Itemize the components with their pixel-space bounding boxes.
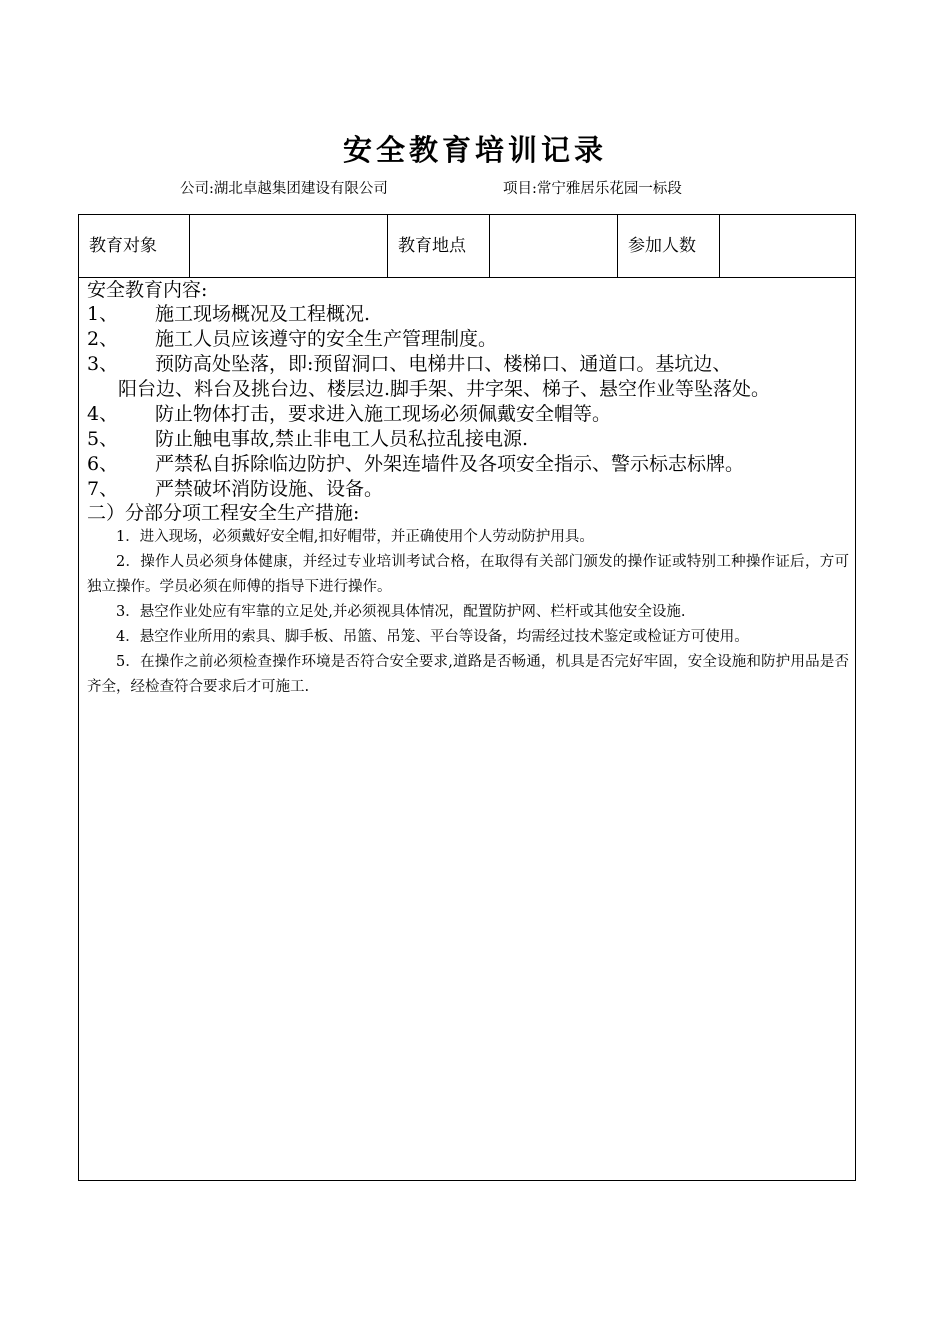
- training-record-form: [78, 214, 856, 1181]
- participants-field[interactable]: [720, 215, 857, 277]
- target-field[interactable]: [190, 215, 388, 277]
- item-text: 防止物体打击，要求进入施工现场必须佩戴安全帽等。: [155, 403, 612, 425]
- measure-paragraph: 1．进入现场，必须戴好安全帽,扣好帽带，并正确使用个人劳动防护用具。: [116, 529, 594, 545]
- item-number: 5、: [87, 428, 119, 450]
- item-number: 3、: [87, 353, 119, 375]
- company-name: 公司:湖北卓越集团建设有限公司: [180, 181, 388, 197]
- item-number: 4、: [87, 403, 119, 425]
- list-item: [87, 352, 849, 377]
- item-number: 1、: [87, 303, 119, 325]
- document-title: 安全教育培训记录: [342, 133, 607, 167]
- content-area: [87, 279, 849, 700]
- list-item: [87, 402, 849, 427]
- list-item: [87, 427, 849, 452]
- item-number: 2、: [87, 328, 119, 350]
- participants-label: 参加人数: [618, 215, 720, 277]
- measure-paragraph: 5．在操作之前必须检查操作环境是否符合安全要求,道路是否畅通，机具是否完好牢固，安全设施和防护用品是否齐全，经检查符合要求后才可施工.: [87, 654, 849, 695]
- list-item: [87, 452, 849, 477]
- item-text: 严禁破坏消防设施、设备。: [155, 478, 384, 500]
- item-text: 严禁私自拆除临边防护、外架连墙件及各项安全指示、警示标志标牌。: [155, 453, 745, 475]
- location-label: 教育地点: [388, 215, 490, 277]
- item-number: 6、: [87, 453, 119, 475]
- header-row: [79, 215, 855, 278]
- section2-heading: 二）分部分项工程安全生产措施:: [87, 502, 360, 524]
- content-heading: 安全教育内容:: [87, 279, 208, 301]
- measure-paragraph: 4．悬空作业所用的索具、脚手板、吊篮、吊笼、平台等设备，均需经过技术鉴定或检证方可使用。: [116, 629, 749, 645]
- list-item: [87, 302, 849, 327]
- measure-paragraph: 2．操作人员必须身体健康，并经过专业培训考试合格，在取得有关部门颁发的操作证或特别工种操作证后，方可独立操作。学员必须在师傅的指导下进行操作。: [87, 554, 849, 595]
- item-text: 预防高处坠落，即:预留洞口、电梯井口、楼梯口、通道口。基坑边、: [155, 353, 732, 375]
- target-label: 教育对象: [79, 215, 190, 277]
- item-number: 7、: [87, 478, 119, 500]
- item-text: 施工现场概况及工程概况.: [155, 303, 371, 325]
- list-item-continuation: [87, 377, 849, 402]
- item-text: 阳台边、料台及挑台边、楼层边.脚手架、井字架、梯子、悬空作业等坠落处。: [118, 378, 771, 400]
- item-text: 防止触电事故,禁止非电工人员私拉乱接电源.: [155, 428, 529, 450]
- measure-paragraph: 3．悬空作业处应有牢靠的立足处,并必须视具体情况，配置防护网、栏杆或其他安全设施.: [116, 604, 686, 620]
- item-text: 施工人员应该遵守的安全生产管理制度。: [155, 328, 498, 350]
- list-item: [87, 477, 849, 502]
- project-name: 项目:常宁雅居乐花园一标段: [503, 181, 682, 197]
- list-item: [87, 327, 849, 352]
- location-field[interactable]: [490, 215, 618, 277]
